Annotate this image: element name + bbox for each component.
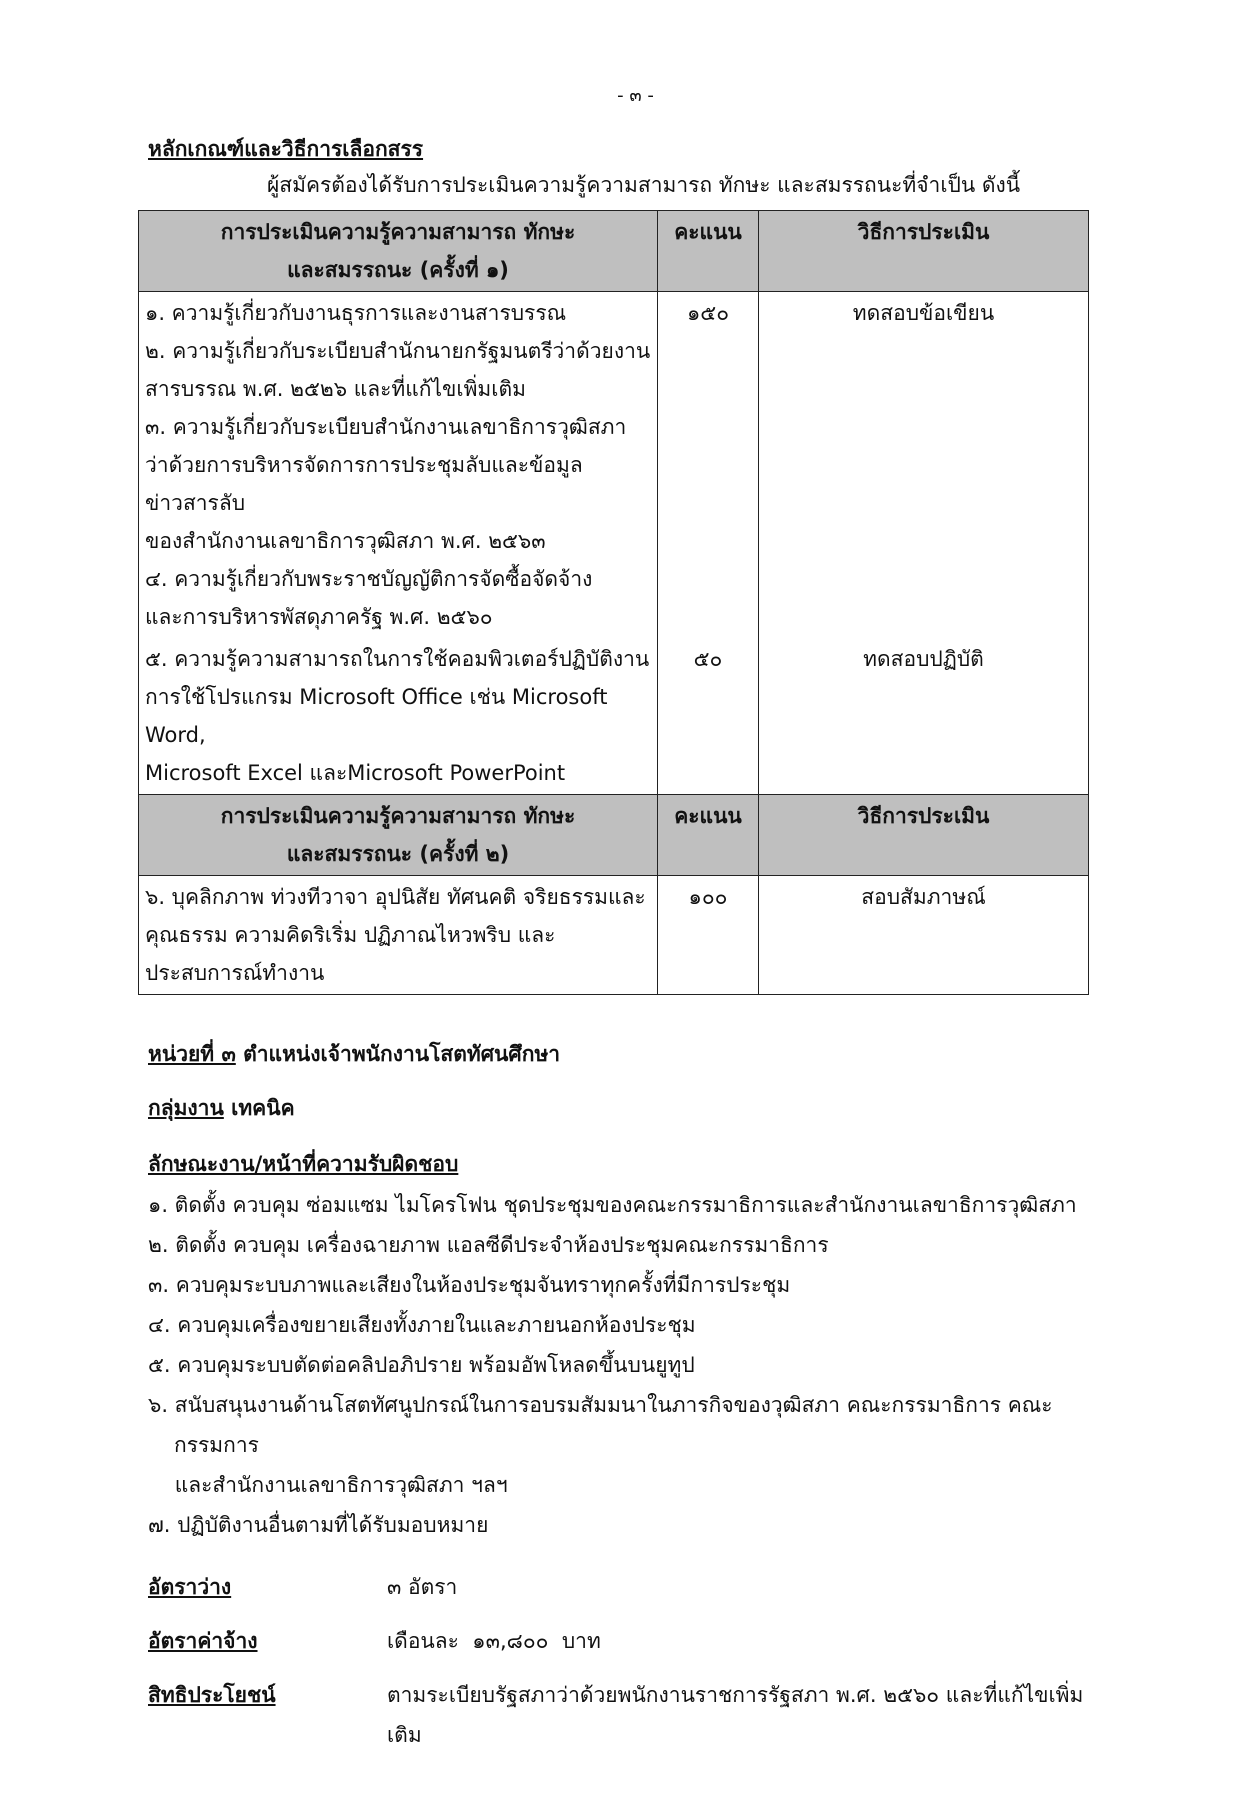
header-line: การประเมินความรู้ความสามารถ ทักษะ <box>220 220 576 244</box>
list-item: ๑. ติดตั้ง ควบคุม ซ่อมแซม ไมโครโฟน ชุดประชุมของคณะกรรมาธิการและสำนักงานเลขาธิการวุฒิสภา <box>148 1193 1077 1217</box>
header-line: และสมรรถนะ (ครั้งที่ ๒) <box>286 842 510 866</box>
criteria-intro: ผู้สมัครต้องได้รับการประเมินความรู้ความสามารถ ทักษะ และสมรรถนะที่จำเป็น ดังนี้ <box>267 173 1021 197</box>
wage-value: เดือนละ ๑๓,๘๐๐ บาท <box>387 1629 601 1653</box>
benefits-value: ตามระเบียบรัฐสภาว่าด้วยพนักงานราชการรัฐสภา พ.ศ. ๒๕๖๐ และที่แก้ไขเพิ่มเติม <box>387 1683 1084 1747</box>
criteria-cell <box>139 292 658 639</box>
vacancy-label-text: อัตราว่าง <box>148 1575 232 1599</box>
unit-heading <box>148 1039 1111 1069</box>
wage-row <box>148 1621 1108 1661</box>
criteria-line: ประสบการณ์ทำงาน <box>145 961 325 985</box>
score-header: คะแนน <box>658 795 759 876</box>
round2-header <box>139 795 658 876</box>
round2-header-row <box>139 795 1089 876</box>
header-line: การประเมินความรู้ความสามารถ ทักษะ <box>220 804 576 828</box>
list-item: ๔. ควบคุมเครื่องขยายเสียงทั้งภายในและภายนอกห้องประชุม <box>148 1313 696 1337</box>
method-header: วิธีการประเมิน <box>759 795 1089 876</box>
wage-label-text: อัตราค่าจ้าง <box>148 1629 258 1653</box>
wage-label <box>148 1621 387 1661</box>
method-value: สอบสัมภาษณ์ <box>759 876 1089 995</box>
criteria-heading: หลักเกณฑ์และวิธีการเลือกสรร <box>148 137 424 161</box>
assessment-table <box>138 210 1089 995</box>
list-item: ๗. ปฏิบัติงานอื่นตามที่ได้รับมอบหมาย <box>148 1513 489 1537</box>
unit-title: ตำแหน่งเจ้าพนักงานโสตทัศนศึกษา <box>243 1042 561 1066</box>
method-header: วิธีการประเมิน <box>759 211 1089 292</box>
unit-label: หน่วยที่ ๓ <box>148 1042 236 1066</box>
criteria-line: ๓. ความรู้เกี่ยวกับระเบียบสำนักงานเลขาธิการวุฒิสภา <box>145 415 627 439</box>
header-line: และสมรรถนะ (ครั้งที่ ๑) <box>287 258 509 282</box>
vacancy-row <box>148 1567 1108 1607</box>
score-header: คะแนน <box>658 211 759 292</box>
criteria-line: ๕. ความรู้ความสามารถในการใช้คอมพิวเตอร์ปฏิบัติงาน <box>145 647 650 671</box>
score-value: ๕๐ <box>658 638 759 795</box>
list-item: ๕. ควบคุมระบบตัดต่อคลิปอภิปราย พร้อมอัพโหลดขึ้นบนยูทูป <box>148 1353 695 1377</box>
benefits-label <box>148 1675 387 1755</box>
criteria-line: ๖. บุคลิกภาพ ท่วงทีวาจา อุปนิสัย ทัศนคติ จริยธรรมและ <box>145 885 646 909</box>
criteria-line: คุณธรรม ความคิดริเริ่ม ปฏิภาณไหวพริบ และ <box>145 923 556 947</box>
list-item: ๖. สนับสนุนงานด้านโสตทัศนูปกรณ์ในการอบรมสัมมนาในภารกิจของวุฒิสภา คณะกรรมาธิการ คณะกรรมการ <box>148 1393 1053 1457</box>
score-value: ๑๕๐ <box>658 292 759 639</box>
criteria-line: ๒. ความรู้เกี่ยวกับระเบียบสำนักนายกรัฐมนตรีว่าด้วยงาน <box>145 339 651 363</box>
benefits-row <box>148 1675 1108 1755</box>
criteria-line: สารบรรณ พ.ศ. ๒๕๒๖ และที่แก้ไขเพิ่มเติม <box>145 377 526 401</box>
criteria-line: การใช้โปรแกรม Microsoft Office เช่น Microsoft Word, <box>145 685 608 747</box>
duties-heading: ลักษณะงาน/หน้าที่ความรับผิดชอบ <box>148 1152 459 1176</box>
criteria-line: ของสำนักงานเลขาธิการวุฒิสภา พ.ศ. ๒๕๖๓ <box>145 529 546 553</box>
criteria-cell <box>139 876 658 995</box>
criteria-line: Microsoft Excel และMicrosoft PowerPoint <box>145 761 566 785</box>
method-value: ทดสอบข้อเขียน <box>759 292 1089 639</box>
score-value: ๑๐๐ <box>658 876 759 995</box>
table-row <box>139 876 1089 995</box>
group-heading <box>148 1093 1111 1123</box>
round1-header-row <box>139 211 1089 292</box>
criteria-cell <box>139 638 658 795</box>
round1-header <box>139 211 658 292</box>
vacancy-label <box>148 1567 387 1607</box>
group-value: เทคนิค <box>231 1096 295 1120</box>
table-row <box>139 638 1089 795</box>
list-item: ๒. ติดตั้ง ควบคุม เครื่องฉายภาพ แอลซีดีประจำห้องประชุมคณะกรรมาธิการ <box>148 1233 829 1257</box>
list-item: และสำนักงานเลขาธิการวุฒิสภา ฯลฯ <box>148 1473 508 1497</box>
method-value: ทดสอบปฏิบัติ <box>759 638 1089 795</box>
criteria-line: ๑. ความรู้เกี่ยวกับงานธุรการและงานสารบรรณ <box>145 301 567 325</box>
vacancy-value: ๓ อัตรา <box>387 1575 458 1599</box>
criteria-line: ๔. ความรู้เกี่ยวกับพระราชบัญญัติการจัดซื้อจัดจ้าง <box>145 567 593 591</box>
group-label: กลุ่มงาน <box>148 1096 224 1120</box>
table-row <box>139 292 1089 639</box>
criteria-line: และการบริหารพัสดุภาครัฐ พ.ศ. ๒๕๖๐ <box>145 605 493 629</box>
page-number: - ๓ - <box>617 85 654 106</box>
duties-list <box>148 1185 1108 1545</box>
list-item: ๓. ควบคุมระบบภาพและเสียงในห้องประชุมจันทราทุกครั้งที่มีการประชุม <box>148 1273 791 1297</box>
criteria-line: ว่าด้วยการบริหารจัดการการประชุมลับและข้อมูลข่าวสารลับ <box>145 453 583 515</box>
benefits-label-text: สิทธิประโยชน์ <box>148 1683 276 1707</box>
